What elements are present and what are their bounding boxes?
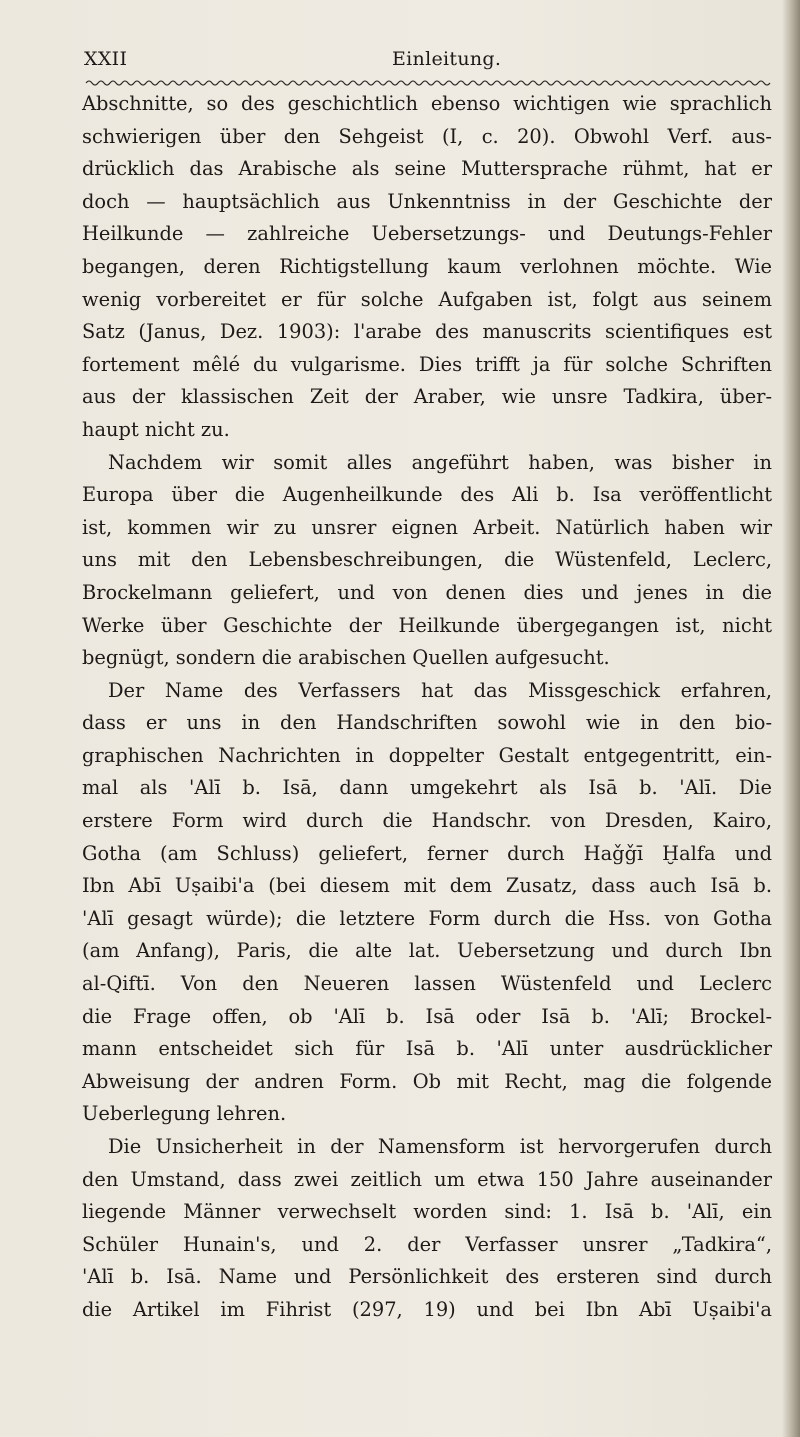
text-line: graphischen Nachrichten in doppelter Gestalt entgegentritt, ein- — [82, 743, 772, 767]
text-line: 'Alī b. Isā. Name und Persönlichkeit des ersteren sind durch — [82, 1265, 772, 1289]
text-line: Satz (Janus, Dez. 1903): l'arabe des manuscrits scientifiques est — [82, 320, 772, 344]
text-line: Heilkunde — zahlreiche Uebersetzungs- und Deutungs-Fehler — [82, 222, 772, 246]
text-line: mann entscheidet sich für Isā b. 'Alī unter ausdrücklicher — [82, 1037, 772, 1061]
running-title: Einleitung. — [392, 48, 502, 70]
text-line: 'Alī gesagt würde); die letztere Form durch die Hss. von Gotha — [82, 906, 772, 930]
text-line: Schüler Hunain's, und 2. der Verfasser unsrer „Tadkira“, — [82, 1232, 772, 1256]
text-line: dass er uns in den Handschriften sowohl wie in den bio- — [82, 711, 772, 735]
text-line: Nachdem wir somit alles angeführt haben, was bisher in — [108, 450, 772, 474]
text-line: Abweisung der andren Form. Ob mit Recht, mag die folgende — [82, 1069, 772, 1093]
text-line: Werke über Geschichte der Heilkunde übergegangen ist, nicht — [82, 613, 772, 637]
page-number: XXII — [84, 48, 128, 70]
text-line: die Frage offen, ob 'Alī b. Isā oder Isā b. 'Alī; Brockel- — [82, 1004, 772, 1028]
text-line: Die Unsicherheit in der Namensform ist hervorgerufen durch — [108, 1135, 772, 1158]
text-line: (am Anfang), Paris, die alte lat. Uebersetzung und durch Ibn — [82, 939, 772, 963]
text-line: Der Name des Verfassers hat das Missgeschick erfahren, — [108, 678, 772, 702]
text-line: wenig vorbereitet er für solche Aufgaben ist, folgt aus seinem — [82, 287, 772, 311]
body-text — [82, 88, 772, 1327]
text-line: Brockelmann geliefert, und von denen dies und jenes in die — [82, 580, 772, 604]
text-line: Abschnitte, so des geschichtlich ebenso wichtigen wie sprachlich — [82, 92, 772, 115]
text-line: haupt nicht zu. — [82, 417, 230, 441]
text-line: aus der klassischen Zeit der Araber, wie unsre Tadkira, über- — [82, 385, 772, 409]
text-line: begangen, deren Richtigstellung kaum verlohnen möchte. Wie — [82, 254, 772, 278]
text-line: die Artikel im Fihrist (297, 19) und bei Ibn Abī Uṣaibi'a — [82, 1297, 772, 1321]
text-line: begnügt, sondern die arabischen Quellen aufgesucht. — [82, 646, 610, 670]
text-line: Europa über die Augenheilkunde des Ali b. Isa veröffentlicht — [82, 483, 772, 507]
text-line: mal als 'Alī b. Isā, dann umgekehrt als Isā b. 'Alī. Die — [82, 776, 772, 800]
text-line: den Umstand, dass zwei zeitlich um etwa 150 Jahre auseinander — [82, 1167, 772, 1191]
text-line: ist, kommen wir zu unsrer eignen Arbeit. Natürlich haben wir — [82, 515, 772, 539]
text-line: drücklich das Arabische als seine Muttersprache rühmt, hat er — [82, 157, 772, 181]
text-line: doch — hauptsächlich aus Unkenntniss in der Geschichte der — [82, 189, 772, 213]
page-header — [82, 48, 772, 78]
page-edge-shadow — [782, 0, 800, 1437]
text-line: schwierigen über den Sehgeist (I, c. 20). Obwohl Verf. aus- — [82, 124, 772, 148]
text-line: Gotha (am Schluss) geliefert, ferner durch Haǧǧī Ḫalfa und — [82, 841, 772, 865]
text-line: al-Qiftī. Von den Neueren lassen Wüstenfeld und Leclerc — [82, 972, 772, 996]
text-line: liegende Männer verwechselt worden sind: 1. Isā b. 'Alī, ein — [82, 1200, 772, 1224]
text-line: Ibn Abī Uṣaibi'a (bei diesem mit dem Zusatz, dass auch Isā b. — [82, 874, 772, 898]
text-line: fortement mêlé du vulgarisme. Dies trifft ja für solche Schriften — [82, 352, 772, 376]
text-line: erstere Form wird durch die Handschr. von Dresden, Kairo, — [82, 809, 772, 833]
text-line: Ueberlegung lehren. — [82, 1102, 287, 1126]
wavy-rule-path — [86, 81, 770, 85]
text-line: uns mit den Lebensbeschreibungen, die Wüstenfeld, Leclerc, — [82, 548, 772, 572]
